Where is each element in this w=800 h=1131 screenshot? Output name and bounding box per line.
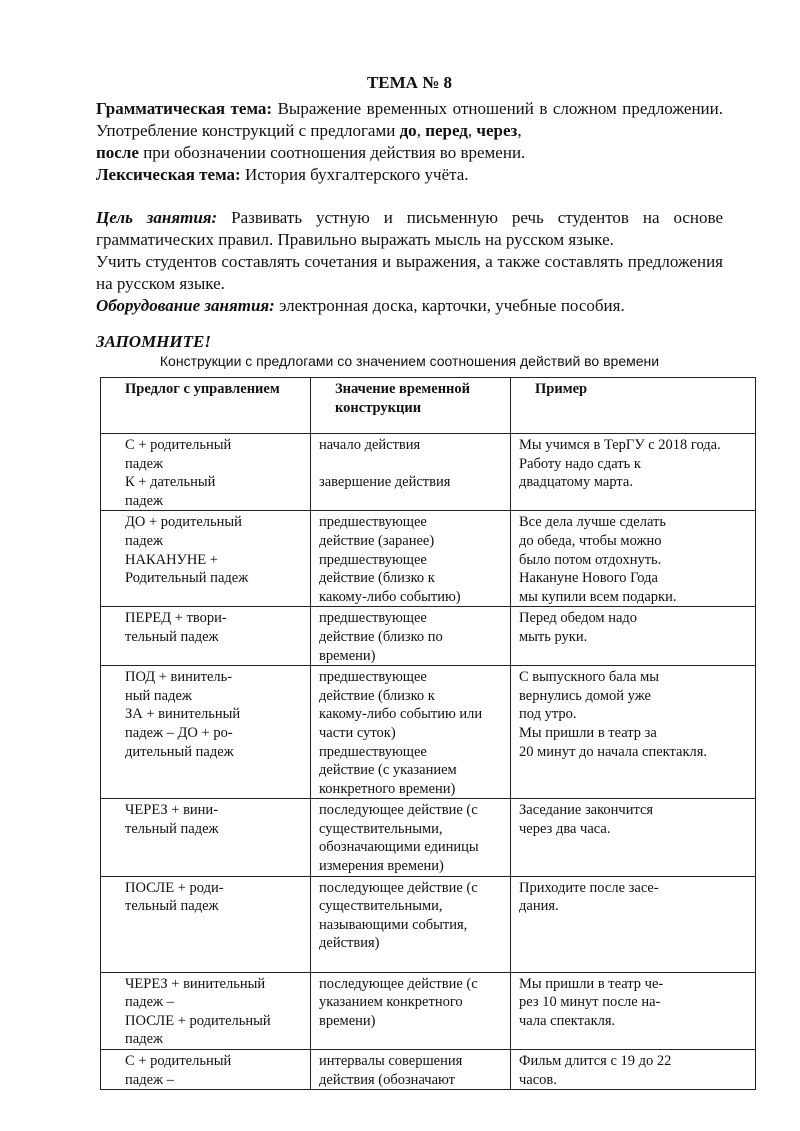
- lesson-equipment-text: электронная доска, карточки, учебные пособия.: [274, 296, 625, 315]
- cell-line: падеж: [125, 455, 164, 472]
- cell-meaning: [311, 972, 511, 1049]
- cell-meaning: [311, 511, 511, 607]
- table-body: [101, 434, 756, 1090]
- header-preposition: [101, 378, 311, 434]
- cell-line: интервалы совершения: [319, 1053, 463, 1069]
- header-meaning-line: Значение временной: [335, 381, 471, 397]
- grammar-topic-text-end: при обозначении соотношения действия во времени.: [138, 143, 526, 162]
- cell-line: начало действия: [319, 437, 421, 453]
- cell-example: [511, 666, 756, 799]
- cell-example: [511, 876, 756, 972]
- cell-line: обозначающими единицы: [319, 839, 479, 856]
- cell-example: [511, 1050, 756, 1090]
- cell-line: Все дела лучше сделать: [519, 514, 666, 531]
- cell-line: НАКАНУНЕ +: [125, 551, 218, 568]
- cell-line: Перед обедом надо: [519, 610, 638, 627]
- cell-line: падеж: [125, 492, 164, 509]
- cell-line: рез 10 минут после на-: [519, 994, 661, 1011]
- cell-line: последующее действие (с: [319, 879, 478, 896]
- cell-line: действие (близко к: [319, 570, 435, 587]
- table-row: [101, 799, 756, 876]
- cell-line: предшествующее: [319, 669, 427, 686]
- cell-meaning: [311, 434, 511, 511]
- cell-line: тельный падеж: [125, 628, 219, 645]
- table-row: [101, 434, 756, 511]
- cell-line: ЗА + винительный: [125, 706, 241, 723]
- cell-line: ный падеж: [125, 687, 192, 704]
- cell-line: действие (с указанием: [319, 762, 457, 779]
- cell-line: С + родительный: [125, 1053, 232, 1069]
- cell-meaning: [311, 1050, 511, 1090]
- cell-meaning: [311, 799, 511, 876]
- cell-line: тельный падеж: [125, 898, 219, 915]
- cell-line: предшествующее: [319, 743, 427, 760]
- cell-meaning: [311, 876, 511, 972]
- cell-line: части суток): [319, 724, 396, 741]
- cell-preposition: [101, 799, 311, 876]
- grammar-topic-text: Выражение временных отношений в сложном предложении. Употребление конструкций с предлогами: [96, 99, 723, 140]
- lesson-goal-2: Учить студентов составлять сочетания и выражения, а также составлять предложения на русском языке.: [96, 252, 723, 293]
- header-meaning: [311, 378, 511, 434]
- cell-line: ДО + родительный: [125, 514, 242, 531]
- cell-line: Мы учимся в ТерГУ с 2018 года.: [519, 437, 721, 453]
- cell-line: предшествующее: [319, 551, 427, 568]
- cell-preposition: [101, 876, 311, 972]
- cell-line: через два часа.: [519, 820, 611, 837]
- cell-line: [319, 953, 506, 972]
- header-meaning-line: конструкции: [335, 399, 422, 416]
- cell-line: времени): [319, 1012, 376, 1029]
- cell-line: мы купили всем подарки.: [519, 588, 677, 605]
- cell-line: падеж –: [125, 994, 174, 1011]
- cell-line: дительный падеж: [125, 743, 234, 760]
- cell-line: завершение действия: [319, 474, 451, 491]
- table-row: [101, 1050, 756, 1090]
- cell-example: [511, 511, 756, 607]
- cell-example: [511, 607, 756, 666]
- cell-line: ЧЕРЕЗ + вини-: [125, 802, 219, 819]
- cell-line: под утро.: [519, 706, 577, 723]
- table-row: [101, 666, 756, 799]
- cell-line: С выпускного бала мы: [519, 669, 660, 686]
- cell-line: действие (близко по: [319, 628, 443, 645]
- grammar-topic: [96, 98, 723, 164]
- lesson-equipment: [96, 295, 723, 317]
- separator: ,: [517, 121, 522, 140]
- cell-line: дания.: [519, 898, 559, 915]
- cell-line: С + родительный: [125, 437, 232, 453]
- cell-line: Приходите после засе-: [519, 879, 659, 896]
- cell-line: падеж: [125, 1031, 164, 1048]
- cell-line: какому-либо событию или: [319, 706, 483, 723]
- preposition-posle: после: [96, 143, 139, 162]
- table-row: [101, 511, 756, 607]
- lexical-topic-label: Лексическая тема:: [96, 165, 241, 184]
- cell-preposition: [101, 666, 311, 799]
- cell-meaning: [311, 607, 511, 666]
- cell-line: ПОСЛЕ + родительный: [125, 1012, 271, 1029]
- page-title: ТЕМА № 8: [366, 73, 453, 92]
- cell-line: Мы пришли в театр че-: [519, 975, 664, 992]
- cell-line: часов.: [519, 1071, 557, 1088]
- cell-preposition: [101, 511, 311, 607]
- cell-line: действие (близко к: [319, 687, 435, 704]
- lesson-goal: [96, 207, 723, 251]
- cell-line: измерения времени): [319, 858, 444, 875]
- table-row: [101, 972, 756, 1049]
- preposition-do: до: [399, 121, 417, 140]
- prepositions-table: [100, 377, 756, 1090]
- cell-example: [511, 972, 756, 1049]
- cell-preposition: [101, 607, 311, 666]
- cell-line: действия (обозначают: [319, 1071, 456, 1088]
- cell-line: падеж – ДО + ро-: [125, 724, 233, 741]
- header-preposition-text: Предлог с управлением: [125, 381, 280, 397]
- cell-line: 20 минут до начала спектакля.: [519, 743, 708, 760]
- lesson-equipment-label: Оборудование занятия:: [96, 296, 275, 315]
- cell-preposition: [101, 972, 311, 1049]
- lesson-goal-text: Развивать устную и письменную речь студентов на основе грамматических правил. Правильно выражать мысль на русском языке.: [96, 208, 723, 249]
- table-row: [101, 607, 756, 666]
- cell-line: двадцатому марта.: [519, 474, 633, 491]
- cell-line: действие (заранее): [319, 532, 435, 549]
- cell-line: времени): [319, 647, 376, 664]
- cell-line: ПОСЛЕ + роди-: [125, 879, 224, 896]
- cell-line: падеж: [125, 532, 164, 549]
- cell-line: Родительный падеж: [125, 570, 249, 587]
- cell-line: тельный падеж: [125, 820, 219, 837]
- cell-line: было потом отдохнуть.: [519, 551, 662, 568]
- cell-line: Накануне Нового Года: [519, 570, 658, 587]
- preposition-cherez: через: [476, 121, 518, 140]
- cell-line: ЧЕРЕЗ + винительный: [125, 975, 266, 992]
- header-example: [511, 378, 756, 434]
- table-caption: Конструкции с предлогами со значением соотношения действий во времени: [159, 353, 660, 369]
- cell-line: последующее действие (с: [319, 802, 478, 819]
- cell-line: падеж –: [125, 1071, 174, 1088]
- separator: ,: [467, 121, 477, 140]
- cell-line: до обеда, чтобы можно: [519, 532, 662, 549]
- cell-line: мыть руки.: [519, 628, 588, 645]
- lesson-goal-label: Цель занятия:: [96, 208, 218, 227]
- cell-line: существительными,: [319, 898, 443, 915]
- document-page: [96, 72, 723, 369]
- cell-line: Работу надо сдать к: [519, 455, 641, 472]
- cell-example: [511, 799, 756, 876]
- cell-line: ПОД + винитель-: [125, 669, 233, 686]
- cell-line: последующее действие (с: [319, 975, 478, 992]
- remember-heading: ЗАПОМНИТЕ!: [96, 332, 211, 351]
- cell-line: Заседание закончится: [519, 802, 654, 819]
- table-row: [101, 876, 756, 972]
- cell-preposition: [101, 434, 311, 511]
- cell-line: Мы пришли в театр за: [519, 724, 657, 741]
- lexical-topic-text: История бухгалтерского учёта.: [240, 165, 469, 184]
- cell-line: К + дательный: [125, 474, 216, 491]
- cell-line: указанием конкретного: [319, 994, 463, 1011]
- cell-line: предшествующее: [319, 514, 427, 531]
- cell-line: чала спектакля.: [519, 1012, 616, 1029]
- cell-example: [511, 434, 756, 511]
- cell-line: вернулись домой уже: [519, 687, 651, 704]
- table-header-row: [101, 378, 756, 434]
- preposition-pered: перед: [425, 121, 468, 140]
- cell-line: существительными,: [319, 820, 443, 837]
- cell-line: называющими события,: [319, 916, 468, 933]
- grammar-topic-label: Грамматическая тема:: [96, 99, 273, 118]
- cell-line: предшествующее: [319, 610, 427, 627]
- cell-line: действия): [319, 935, 380, 952]
- cell-line: конкретного времени): [319, 780, 456, 797]
- separator: ,: [416, 121, 426, 140]
- cell-preposition: [101, 1050, 311, 1090]
- cell-line: ПЕРЕД + твори-: [125, 610, 227, 627]
- cell-line: Фильм длится с 19 до 22: [519, 1053, 672, 1069]
- lexical-topic: [96, 164, 723, 186]
- cell-line: [319, 455, 506, 474]
- cell-meaning: [311, 666, 511, 799]
- cell-line: какому-либо событию): [319, 588, 461, 605]
- header-example-text: Пример: [535, 381, 588, 397]
